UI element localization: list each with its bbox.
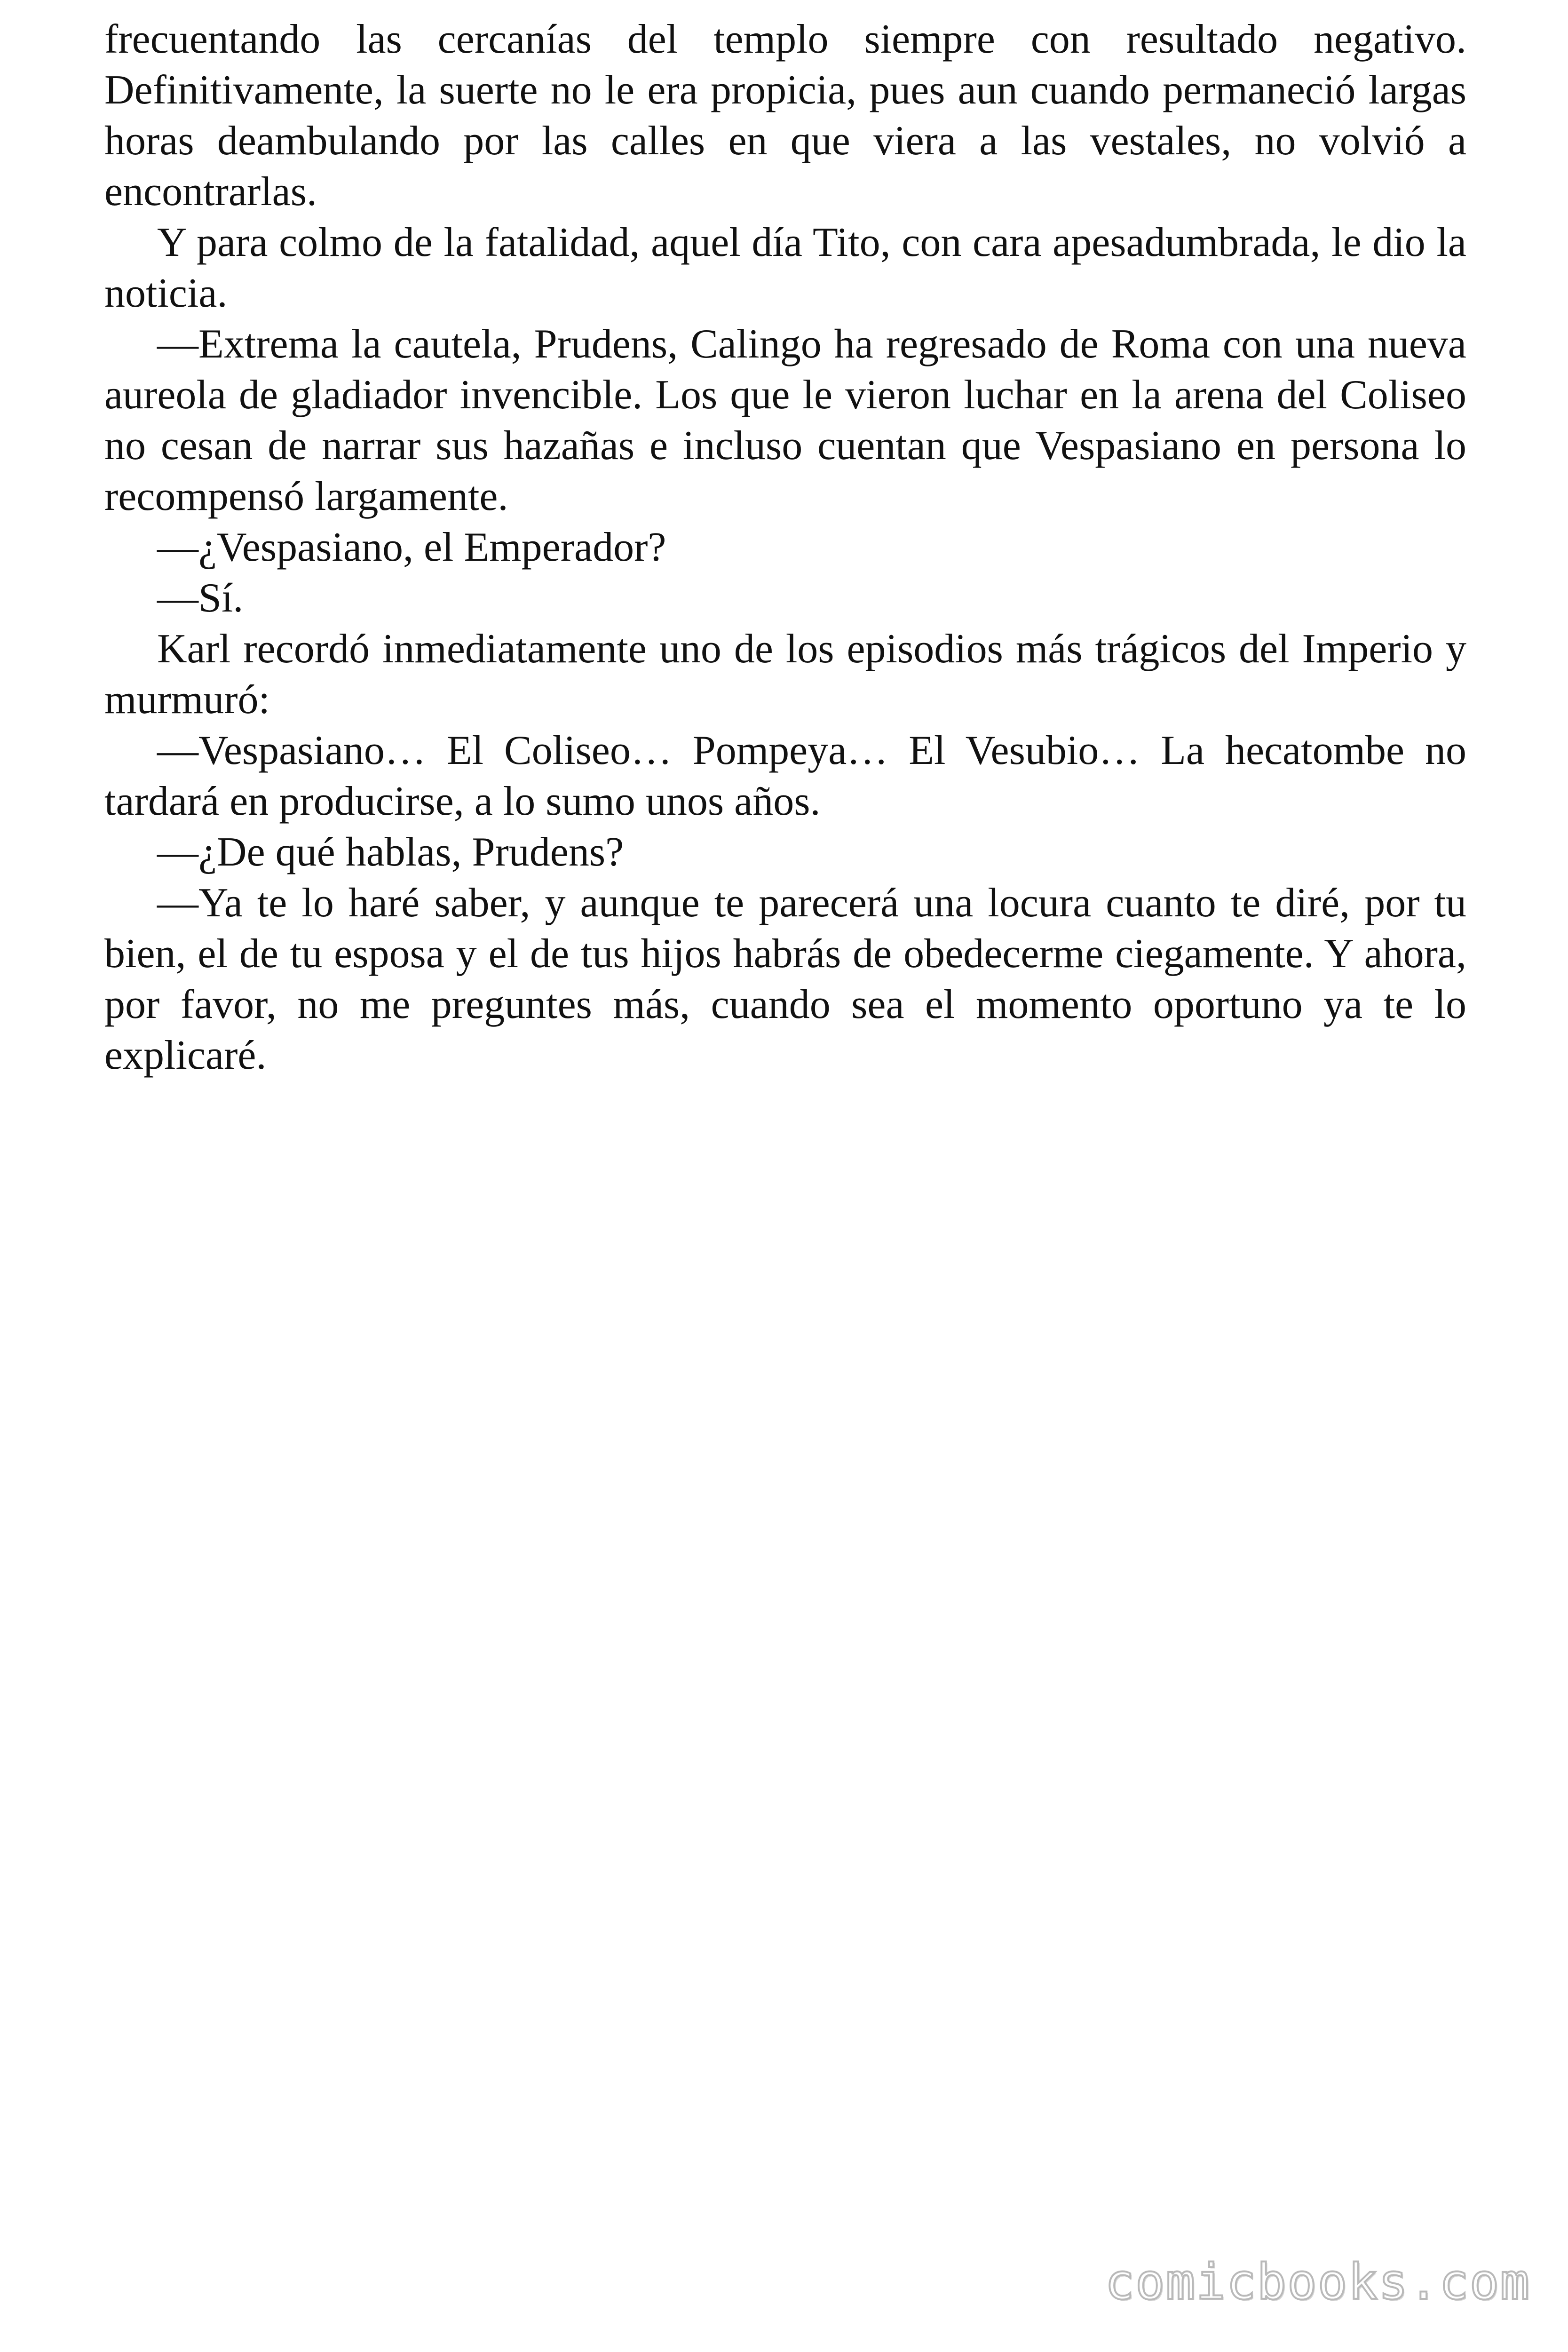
paragraph-1: frecuentando las cercanías del templo siempre con resultado negativo. Definitivamente, la suerte no le era propicia, pues aun cuando permaneció largas horas deambulando por las calles en que viera a las vestales, no volvió a encontrarlas. [104,16,1466,215]
paragraph-6: Karl recordó inmediatamente uno de los episodios más trágicos del Imperio y murmuró: [104,626,1466,723]
paragraph-9: —Ya te lo haré saber, y aunque te parecerá una locura cuanto te diré, por tu bien, el de tu esposa y el de tus hijos habrás de obedecerme ciegamente. Y ahora, por favor, no me preguntes más, cuando sea el momento oportuno ya te lo explicaré. [104,880,1466,1078]
paragraph-7: —Vespasiano… El Coliseo… Pompeya… El Vesubio… La hecatombe no tardará en producirse, a lo sumo unos años. [104,728,1466,824]
paragraph-2: Y para colmo de la fatalidad, aquel día Tito, con cara apesadumbrada, le dio la noticia. [104,220,1466,316]
watermark: comicbooks.com [1105,2253,1530,2311]
paragraph-8: —¿De qué hablas, Prudens? [157,829,624,875]
paragraph-4: —¿Vespasiano, el Emperador? [157,524,666,570]
page-text [104,14,1466,1081]
paragraph-5: —Sí. [157,575,244,621]
paragraph-3: —Extrema la cautela, Prudens, Calingo ha regresado de Roma con una nueva aureola de gladiador invencible. Los que le vieron luchar en la arena del Coliseo no cesan de narrar sus hazañas e incluso cuentan que Vespasiano en persona lo recompensó largamente. [104,321,1466,519]
